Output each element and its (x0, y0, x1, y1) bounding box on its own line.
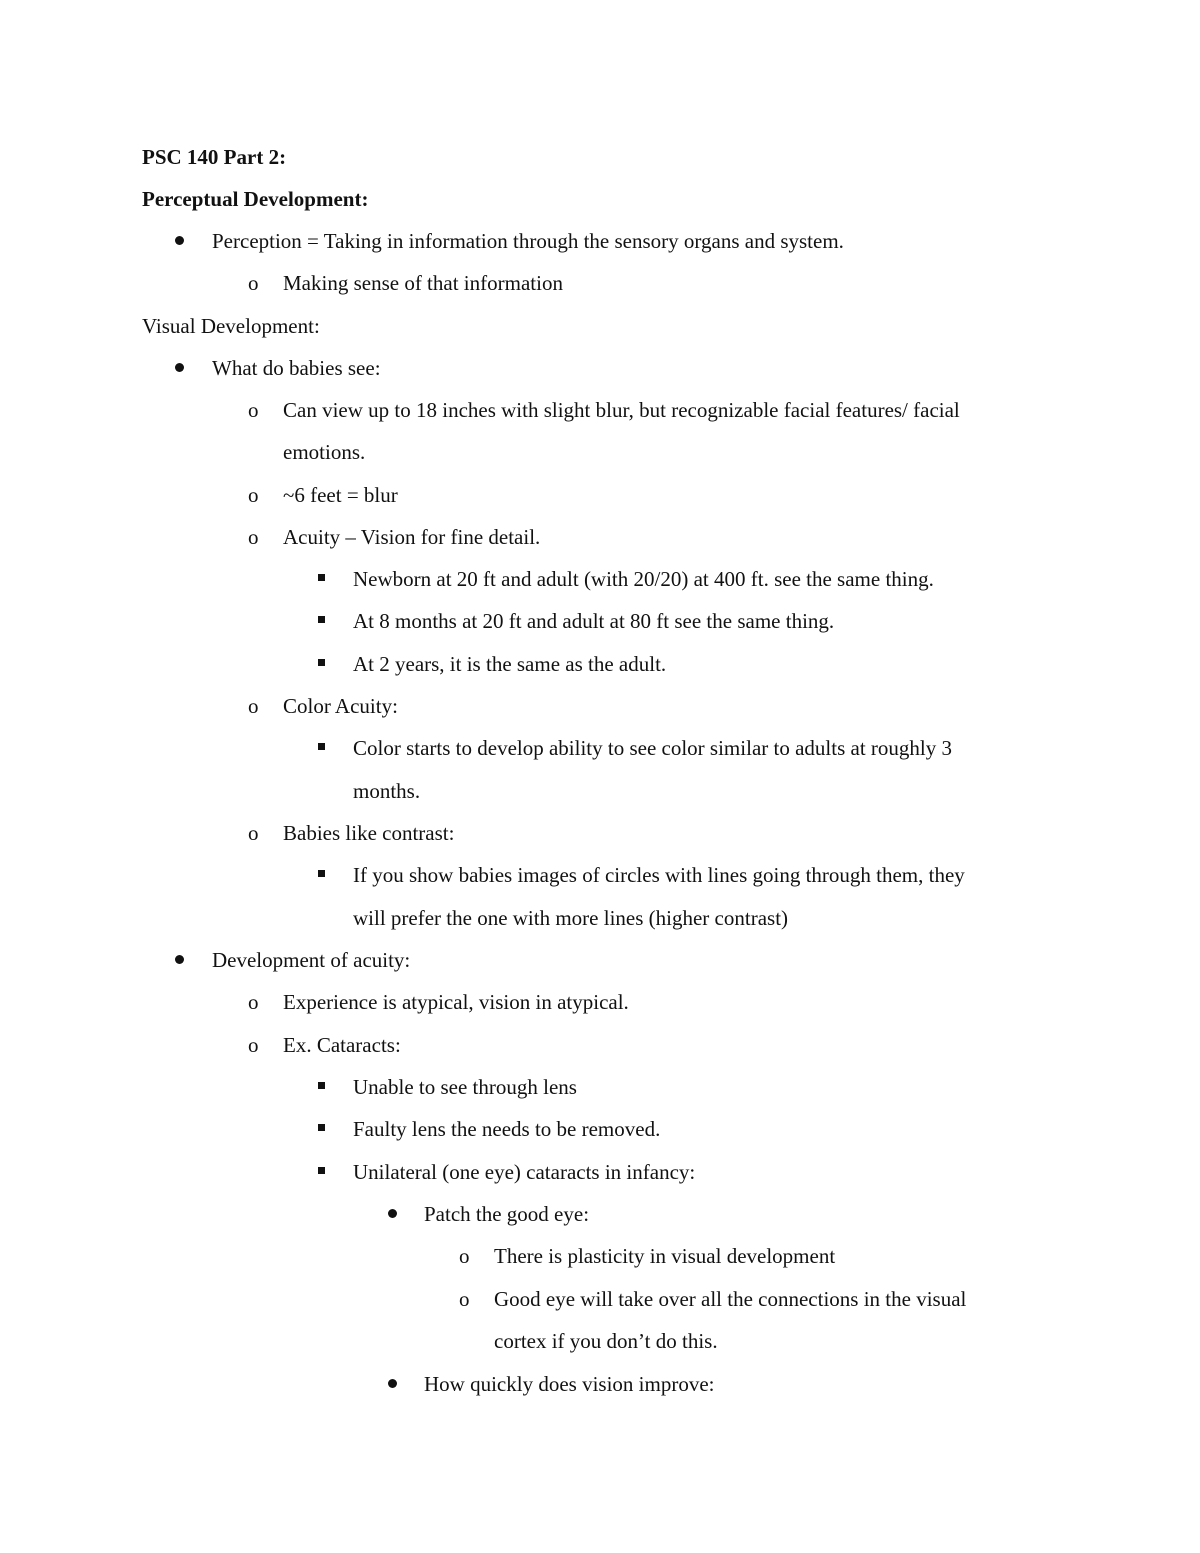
list-item: Acuity – Vision for fine detail. (283, 525, 541, 549)
list-item-continuation: cortex if you don’t do this. (494, 1329, 718, 1353)
list-item-continuation: emotions. (283, 440, 366, 464)
list-item: Experience is atypical, vision in atypical. (283, 990, 629, 1014)
bullet-square (318, 574, 325, 581)
bullet-disc (175, 955, 184, 964)
list-item: Development of acuity: (212, 948, 411, 972)
bullet-disc (388, 1379, 397, 1388)
visual-heading: Visual Development: (142, 314, 320, 338)
bullet-circle: o (248, 694, 259, 718)
list-item: Ex. Cataracts: (283, 1033, 401, 1057)
list-item: ~6 feet = blur (283, 483, 398, 507)
bullet-disc (175, 236, 184, 245)
section-heading: Perceptual Development: (142, 187, 369, 211)
list-item: What do babies see: (212, 356, 381, 380)
list-item: Color starts to develop ability to see color similar to adults at roughly 3 (353, 736, 952, 760)
list-item: At 8 months at 20 ft and adult at 80 ft see the same thing. (353, 609, 835, 633)
list-item: Newborn at 20 ft and adult (with 20/20) at 400 ft. see the same thing. (353, 567, 934, 591)
bullet-circle: o (248, 398, 259, 422)
list-item: There is plasticity in visual development (494, 1244, 836, 1268)
list-item-continuation: will prefer the one with more lines (higher contrast) (353, 906, 789, 930)
bullet-square (318, 743, 325, 750)
list-item: Making sense of that information (283, 271, 563, 295)
bullet-circle: o (459, 1287, 470, 1311)
list-item: If you show babies images of circles with lines going through them, they (353, 863, 965, 887)
list-item: Good eye will take over all the connections in the visual (494, 1287, 967, 1311)
bullet-square (318, 1167, 325, 1174)
doc-title: PSC 140 Part 2: (142, 145, 287, 169)
list-item: Perception = Taking in information through the sensory organs and system. (212, 229, 844, 253)
bullet-circle: o (459, 1244, 470, 1268)
bullet-square (318, 870, 325, 877)
bullet-disc (175, 363, 184, 372)
bullet-disc (388, 1209, 397, 1218)
bullet-circle: o (248, 483, 259, 507)
list-item: Faulty lens the needs to be removed. (353, 1117, 661, 1141)
list-item: Patch the good eye: (424, 1202, 590, 1226)
bullet-square (318, 616, 325, 623)
list-item: Color Acuity: (283, 694, 398, 718)
bullet-square (318, 1124, 325, 1131)
bullet-circle: o (248, 525, 259, 549)
bullet-circle: o (248, 271, 259, 295)
list-item: Can view up to 18 inches with slight blur, but recognizable facial features/ facial (283, 398, 960, 422)
bullet-circle: o (248, 821, 259, 845)
list-item: How quickly does vision improve: (424, 1372, 715, 1396)
bullet-circle: o (248, 1033, 259, 1057)
bullet-square (318, 659, 325, 666)
list-item-continuation: months. (353, 779, 421, 803)
list-item: Unable to see through lens (353, 1075, 577, 1099)
list-item: Unilateral (one eye) cataracts in infancy: (353, 1160, 696, 1184)
bullet-circle: o (248, 990, 259, 1014)
list-item: At 2 years, it is the same as the adult. (353, 652, 667, 676)
bullet-square (318, 1082, 325, 1089)
list-item: Babies like contrast: (283, 821, 455, 845)
